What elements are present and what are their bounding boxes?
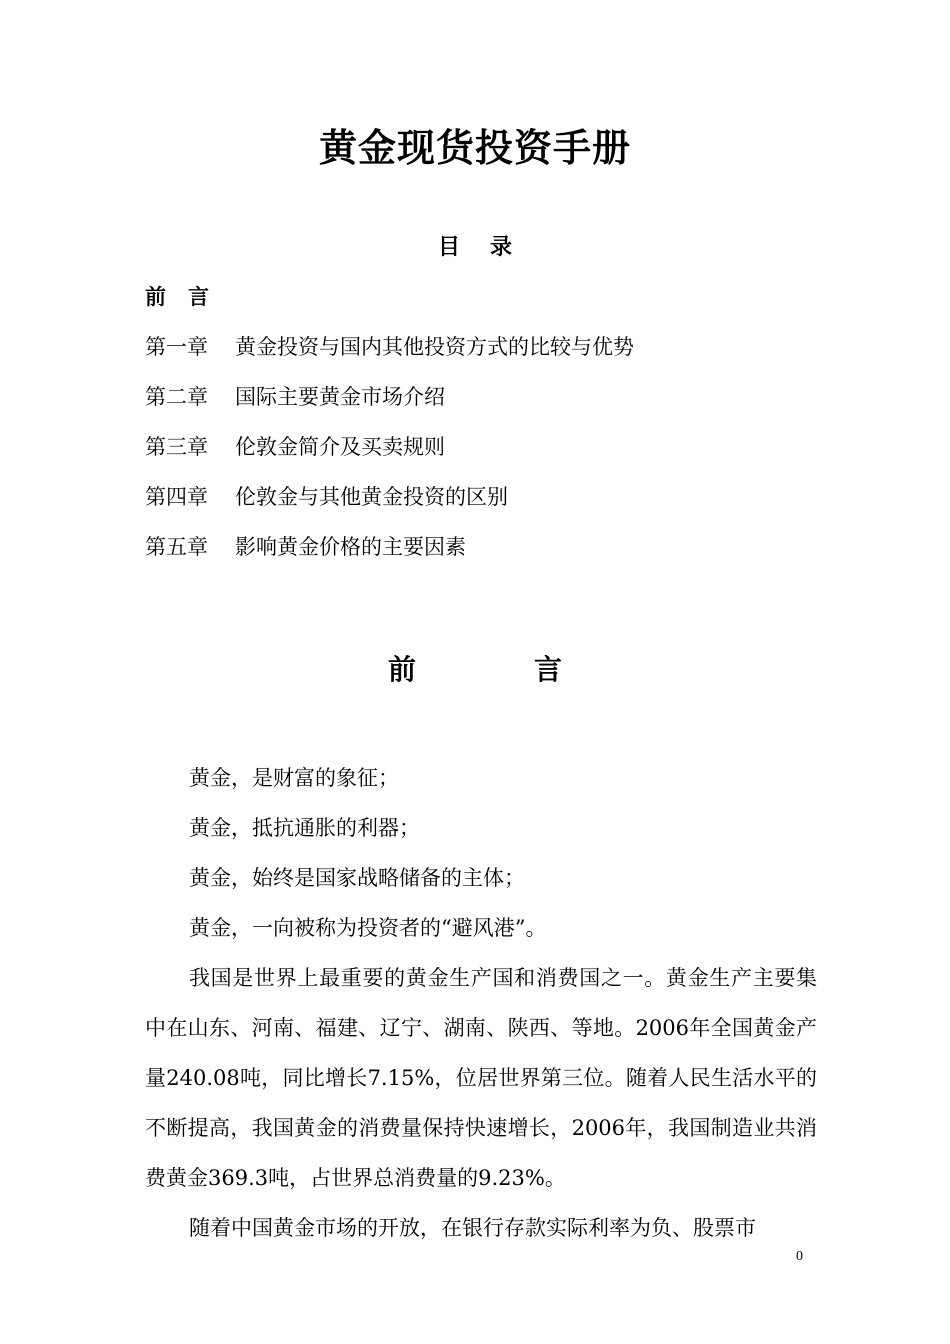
preface-paragraph: 我国是世界上最重要的黄金生产国和消费国之一。黄金生产主要集中在山东、河南、福建、辽宁、湖南、陕西、等地。2006年全国黄金产量240.08吨，同比增长7.15%，位居世界第三位。随着人民生活水平的不断提高，我国黄金的消费量保持快速增长，2006年，我国制造业共消费黄金369.3吨，占世界总消费量的9.23%。 — [145, 966, 817, 1190]
toc-item-chapter-2[interactable] — [145, 382, 845, 412]
toc-item-chapter-4[interactable] — [145, 482, 845, 512]
toc-item-preface[interactable] — [145, 282, 845, 312]
toc-item-chapter-3[interactable] — [145, 432, 845, 462]
toc-heading-right: 录 — [490, 234, 513, 260]
preface-body — [145, 753, 817, 1253]
preface-paragraph: 黄金，始终是国家战略储备的主体； — [189, 866, 525, 890]
table-of-contents — [145, 282, 845, 582]
toc-chapter-title: 影响黄金价格的主要因素 — [235, 535, 466, 559]
preface-heading — [0, 652, 950, 688]
preface-paragraph: 随着中国黄金市场的开放，在银行存款实际利率为负、股票市 — [189, 1216, 756, 1240]
toc-item-chapter-5[interactable] — [145, 532, 845, 562]
toc-heading-left: 目 — [437, 234, 460, 260]
toc-preface-right: 言 — [188, 284, 209, 309]
preface-paragraph: 黄金，抵抗通胀的利器； — [189, 816, 420, 840]
toc-item-chapter-1[interactable] — [145, 332, 845, 362]
toc-chapter-title: 黄金投资与国内其他投资方式的比较与优势 — [235, 335, 634, 359]
toc-heading — [0, 232, 950, 262]
toc-chapter-title: 国际主要黄金市场介绍 — [235, 385, 445, 409]
toc-chapter-number: 第一章 — [145, 335, 208, 359]
preface-paragraph: 黄金，是财富的象征； — [189, 766, 399, 790]
preface-paragraph: 黄金，一向被称为投资者的“避风港”。 — [189, 916, 547, 940]
toc-chapter-number: 第四章 — [145, 485, 208, 509]
toc-chapter-number: 第二章 — [145, 385, 208, 409]
page-number: 0 — [796, 1249, 803, 1264]
preface-heading-left: 前 — [387, 653, 416, 686]
toc-preface-left: 前 — [145, 284, 166, 309]
toc-chapter-title: 伦敦金与其他黄金投资的区别 — [235, 485, 508, 509]
toc-chapter-title: 伦敦金简介及买卖规则 — [235, 435, 445, 459]
document-title: 黄金现货投资手册 — [318, 125, 631, 170]
preface-heading-right: 言 — [534, 653, 563, 686]
toc-chapter-number: 第三章 — [145, 435, 208, 459]
toc-chapter-number: 第五章 — [145, 535, 208, 559]
